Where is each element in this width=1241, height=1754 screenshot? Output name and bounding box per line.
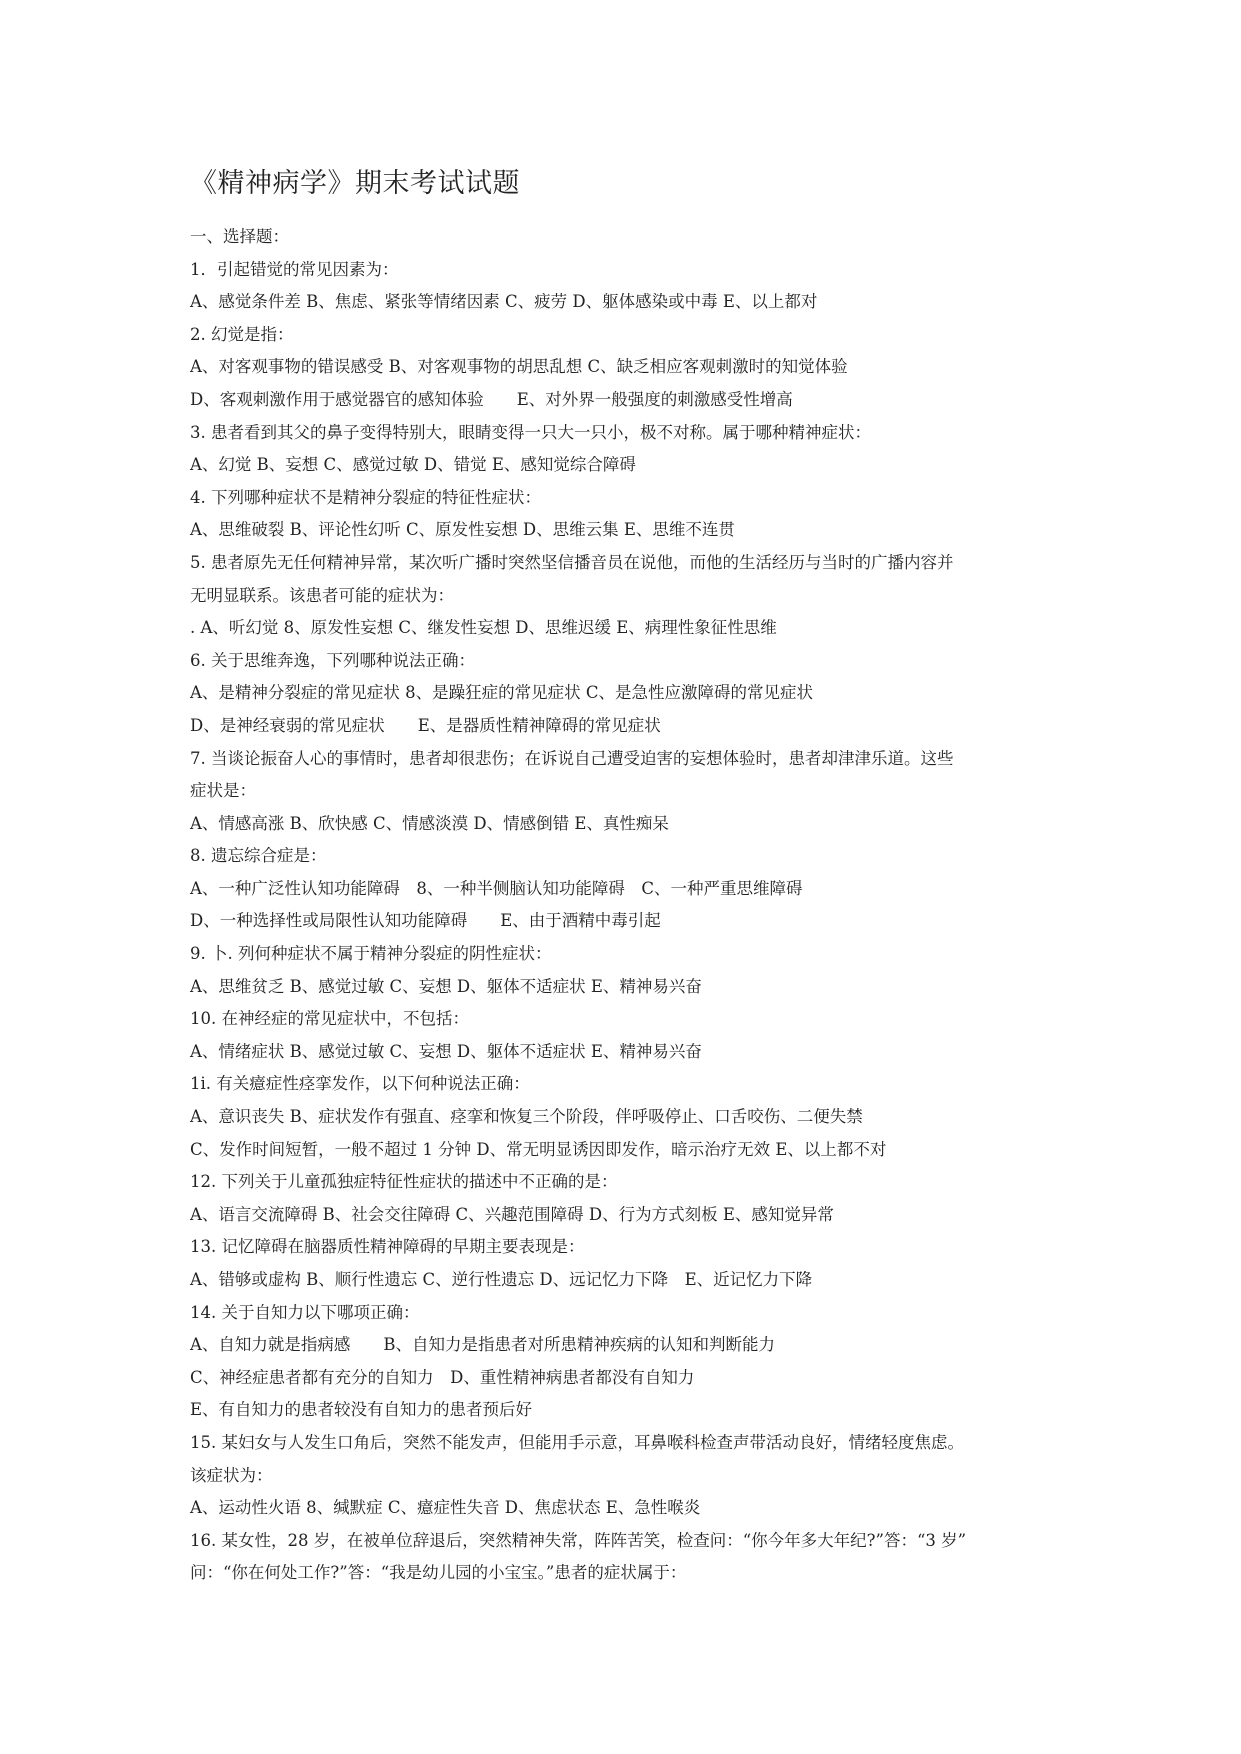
text-line: A、一种广泛性认知功能障碍 8、一种半侧脑认知功能障碍 C、一种严重思维障碍: [190, 878, 803, 898]
text-line: 8. 遗忘综合症是：: [190, 846, 327, 866]
text-line: A、感觉条件差 B、焦虑、紧张等情绪因素 C、疲劳 D、躯体感染或中毒 E、以上都对: [190, 292, 818, 312]
text-line: A、运动性火语 8、缄默症 C、癔症性失音 D、焦虑状态 E、急性喉炎: [190, 1498, 701, 1518]
text-line: 7. 当谈论振奋人心的事情时，患者却很悲伤；在诉说自己遭受迫害的妄想体验时，患者却津津乐道。这些: [190, 748, 954, 768]
text-line: 9. 卜. 列何种症状不属于精神分裂症的阴性症状：: [190, 944, 552, 964]
text-line: 16. 某女性，28 岁，在被单位辞退后，突然精神失常，阵阵苦笑，检查问：“你今年多大年纪?”答：“3 岁”: [190, 1530, 967, 1550]
text-line: A、幻觉 B、妄想 C、感觉过敏 D、错觉 E、感知觉综合障碍: [190, 455, 636, 475]
text-line: 2. 幻觉是指：: [190, 324, 294, 344]
text-line: D、是神经衰弱的常见症状 E、是器质性精神障碍的常见症状: [190, 715, 661, 735]
text-line: 15. 某妇女与人发生口角后，突然不能发声，但能用手示意，耳鼻喉科检查声带活动良好，情绪轻度焦虑。: [190, 1432, 964, 1452]
text-line: 5. 患者原先无任何精神异常，某次听广播时突然坚信播音员在说他，而他的生活经历与当时的广播内容并: [190, 552, 954, 572]
text-line: C、神经症患者都有充分的自知力 D、重性精神病患者都没有自知力: [190, 1367, 695, 1387]
text-line: A、情绪症状 B、感觉过敏 C、妄想 D、躯体不适症状 E、精神易兴奋: [190, 1041, 702, 1061]
text-line: D、客观刺激作用于感觉器官的感知体验 E、对外界一般强度的刺激感受性增高: [190, 389, 793, 409]
text-line: A、自知力就是指病感 B、自知力是指患者对所患精神疾病的认知和判断能力: [190, 1335, 776, 1355]
text-line: 1i. 有关癔症性痉挛发作，以下何种说法正确：: [190, 1074, 530, 1094]
text-line: A、是精神分裂症的常见症状 8、是躁狂症的常见症状 C、是急性应激障碍的常见症状: [190, 683, 814, 703]
text-line: 6. 关于思维奔逸，下列哪种说法正确：: [190, 650, 475, 670]
text-line: 问：“你在何处工作?”答：“我是幼儿园的小宝宝。”患者的症状属于：: [190, 1563, 687, 1583]
text-line: A、思维贫乏 B、感觉过敏 C、妄想 D、躯体不适症状 E、精神易兴奋: [190, 976, 702, 996]
text-line: 4. 下列哪种症状不是精神分裂症的特征性症状：: [190, 487, 541, 507]
text-line: 13. 记忆障碍在脑器质性精神障碍的早期主要表现是：: [190, 1237, 585, 1257]
text-line: D、一种选择性或局限性认知功能障碍 E、由于酒精中毒引起: [190, 911, 661, 931]
text-line: . A、听幻觉 8、原发性妄想 C、继发性妄想 D、思维迟缓 E、病理性象征性思维: [190, 618, 777, 638]
text-line: 无明显联系。该患者可能的症状为：: [190, 585, 454, 605]
text-line: A、对客观事物的错误感受 B、对客观事物的胡思乱想 C、缺乏相应客观刺激时的知觉体验: [190, 357, 848, 377]
text-line: C、发作时间短暂，一般不超过 1 分钟 D、常无明显诱因即发作，暗示治疗无效 E、以上都不对: [190, 1139, 887, 1159]
text-line: 1．引起错觉的常见因素为：: [190, 259, 399, 279]
text-line: 症状是：: [190, 781, 256, 801]
document-title: 《精神病学》期末考试试题: [190, 168, 520, 199]
document-body: [190, 221, 1070, 1590]
text-line: 10. 在神经症的常见症状中，不包括：: [190, 1009, 469, 1029]
text-line: A、意识丧失 B、症状发作有强直、痉挛和恢复三个阶段，伴呼吸停止、口舌咬伤、二便失禁: [190, 1107, 863, 1127]
text-line: 该症状为：: [190, 1465, 273, 1485]
text-line: A、语言交流障碍 B、社会交往障碍 C、兴趣范围障碍 D、行为方式刻板 E、感知觉异常: [190, 1204, 834, 1224]
text-line: A、错够或虚构 B、顺行性遗忘 C、逆行性遗忘 D、远记忆力下降 E、近记忆力下降: [190, 1270, 813, 1289]
text-line: 14. 关于自知力以下哪项正确：: [190, 1302, 420, 1322]
text-line: A、思维破裂 B、评论性幻听 C、原发性妄想 D、思维云集 E、思维不连贯: [190, 520, 735, 540]
text-line: A、情感高涨 B、欣快感 C、情感淡漠 D、情感倒错 E、真性痴呆: [190, 813, 669, 833]
text-line: E、有自知力的患者较没有自知力的患者预后好: [190, 1400, 533, 1420]
text-line: 3. 患者看到其父的鼻子变得特别大，眼睛变得一只大一只小，极不对称。属于哪种精神症状：: [190, 422, 871, 442]
text-line: 一、选择题：: [190, 227, 289, 246]
text-line: 12. 下列关于儿童孤独症特征性症状的描述中不正确的是：: [190, 1172, 618, 1192]
